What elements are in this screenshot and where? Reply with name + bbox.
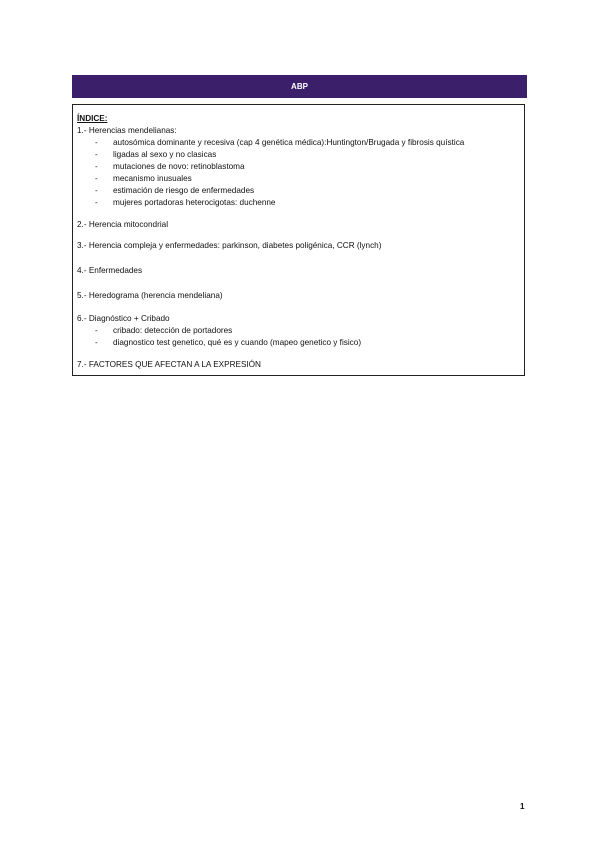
section-2-label: 2.- Herencia mitocondrial: [77, 220, 169, 229]
header-bar: [72, 75, 527, 98]
list-item: - mujeres portadoras heterocigotas: duchenne: [95, 198, 276, 207]
bullet-dash: -: [95, 138, 98, 147]
list-item: - autosómica dominante y recesiva (cap 4 genética médica):Huntington/Brugada y fibrosis quística: [95, 138, 465, 147]
list-item: - estimación de riesgo de enfermedades: [95, 186, 255, 195]
bullet-dash: -: [95, 338, 98, 347]
bullet-dash: -: [95, 150, 98, 159]
section-1-label: 1.- Herencias mendelianas:: [77, 126, 177, 135]
page-number: 1: [520, 802, 525, 811]
list-item: - mecanismo inusuales: [95, 174, 192, 183]
section-7-label: 7.- FACTORES QUE AFECTAN A LA EXPRESIÓN: [77, 360, 261, 369]
bullet-dash: -: [95, 162, 98, 171]
list-item: - mutaciones de novo: retinoblastoma: [95, 162, 245, 171]
header-title: ABP: [291, 82, 308, 91]
list-item: - ligadas al sexo y no clasicas: [95, 150, 217, 159]
bullet-dash: -: [95, 174, 98, 183]
section-5-label: 5.- Heredograma (herencia mendeliana): [77, 291, 223, 300]
index-title: ÍNDICE:: [77, 114, 108, 123]
list-item: - cribado: detección de portadores: [95, 326, 233, 335]
section-6-label: 6.- Diagnóstico + Cribado: [77, 314, 170, 323]
bullet-dash: -: [95, 326, 98, 335]
section-3-label: 3.- Herencia compleja y enfermedades: parkinson, diabetes poligénica, CCR (lynch): [77, 241, 382, 250]
list-item: - diagnostico test genetico, qué es y cuando (mapeo genetico y fisico): [95, 338, 362, 347]
section-4-label: 4.- Enfermedades: [77, 266, 143, 275]
index-box: [72, 104, 525, 376]
bullet-dash: -: [95, 186, 98, 195]
bullet-dash: -: [95, 198, 98, 207]
